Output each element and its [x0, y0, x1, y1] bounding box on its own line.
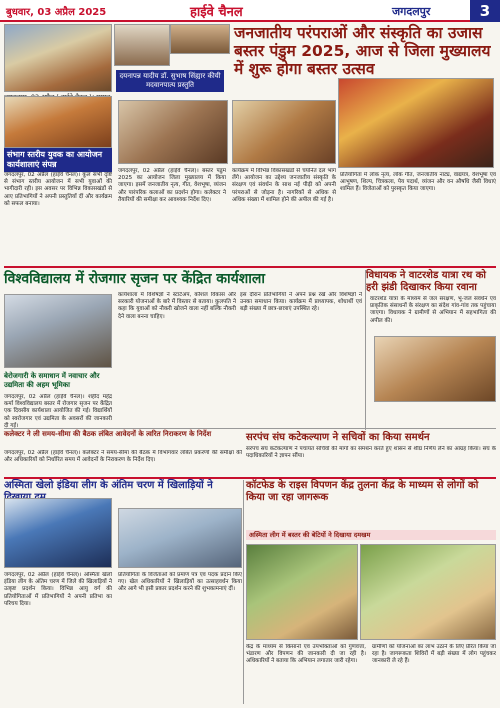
festival-photo-2: [232, 100, 336, 164]
asmita-headline: अस्मिता खेलो इंडिया लीग के अंतिम चरण में खिलाड़ियों ने: [4, 480, 213, 491]
column-rule: [365, 270, 366, 430]
page-number: 3: [470, 0, 500, 22]
section-divider: [4, 428, 496, 429]
sarpanch-headline: सरपंच संघ कटेकल्याण ने सचिवों का किया समर्थन: [246, 432, 430, 443]
job-headline: विश्वविद्यालय में रोजगार सृजन पर केंद्रित कार्यशाला: [4, 271, 266, 287]
asmita-subheadline: अस्मिता लीग में बस्तर की बेटियों ने दिखाया दमखम: [246, 530, 496, 540]
article-column: जगदलपुर, 02 अप्रैल (हाईवे चैनल)। कलेक्टर ने समय-सीमा की बैठक में विभागवार लंबित प्रकरणों की समीक्षा की और अधिकारियों को निर्धारित समय में आवेदनों के निराकरण के निर्देश दिए।: [4, 450, 242, 464]
portrait-photo: [114, 24, 170, 66]
article-column: जगदलपुर, 02 अप्रैल (हाईवे चैनल)। अस्मिता खेलो इंडिया लीग के अंतिम चरण में जिले की खिलाड़ियों ने उत्कृष्ट प्रदर्शन किया। विभिन्न आयु वर्ग की प्रतियोगिताओं में प्रतिभागियों ने अपनी प्रतिभा का परिचय दिया।: [4, 572, 112, 607]
procession-photo: [4, 96, 112, 148]
article-column: कार्यक्रम में विभिन्न विकासखंडों से चयनित दल भाग लेंगे। आयोजन का उद्देश्य जनजातीय संस्कृति के संरक्षण एवं संवर्धन के साथ नई पीढ़ी को अपनी परंपराओं से जोड़ना है। नागरिकों से अधिक से अधिक संख्या में शामिल होने की अपील की गई है।: [232, 168, 336, 203]
cotfed-headline: कॉटफेड के राइस विपणन केंद्र तुलना केंद्र के माध्यम से लोगों को किया जा रहा जागरूक: [246, 480, 479, 503]
yatra-headline: विधायक ने वाटरशेड यात्रा रथ को हरी झंडी दिखाकर किया रवाना: [366, 270, 487, 293]
section-divider: [4, 266, 496, 268]
small-photo: [170, 24, 230, 54]
yatra-photo: [374, 336, 496, 402]
edition-city: जगदलपुर: [392, 5, 431, 18]
collector-headline: कलेक्टर ने ली समय-सीमा की बैठक लंबित आवेदनों के त्वरित निराकरण के निर्देश: [4, 430, 212, 438]
cotfed-photo-1: [246, 544, 358, 640]
paper-name: हाईवे चैनल: [190, 5, 243, 20]
side-headline: संभाग स्तरीय युवक का आयोजन कार्यशालाएं संपन्न: [4, 148, 112, 172]
bastar-event-photo: [4, 24, 112, 92]
players-photo: [118, 508, 242, 568]
festival-photo-1: [118, 100, 228, 164]
sub-headline: बेरोजगारी के समाधान में नवाचार और उद्यमिता की अहम भूमिका: [4, 372, 100, 389]
article-column: जगदलपुर, 02 अप्रैल (हाईवे चैनल)। शहीद महेंद्र कर्मा विश्वविद्यालय बस्तर में रोजगार सृजन पर केंद्रित एक दिवसीय कार्यशाला आयोजित की गई। विद्यार्थियों को स्वरोजगार एवं उद्यमिता के अवसरों की जानकारी दी गई।: [4, 394, 112, 428]
photo-caption-box: दयनापन्न यादीय डॉ. सुभाष सिंह्यार कीयी मदवानपात्य प्रस्तुति: [116, 70, 224, 92]
article-column: जगदलपुर, 02 अप्रैल (हाईवे चैनल)। कुल सभी दृष्टि से संभाग स्तरीय आयोजन में सभी युवाओं की भागीदारी रही। इस अवसर पर विभिन्न विकासखंडों से आए प्रतिभागियों ने अपनी प्रस्तुतियाँ दीं और कार्यक्रम को सफल बनाया।: [4, 172, 112, 207]
asmita-league-photo: [4, 498, 112, 568]
tribal-dance-photo: [338, 78, 494, 168]
article-column: प्रतियोगिता में लोक नृत्य, लोक गीत, जनजातीय नाट्य, वाद्ययंत्र, वेशभूषा एवं आभूषण, शिल्प, चित्रकला, पेय पदार्थ, व्यंजन और वन औषधि जैसी विधाएं शामिल हैं। विजेताओं को पुरस्कृत किया जाएगा।: [340, 172, 496, 193]
article-column: सरपंच संघ कटेकल्याण ने पंचायत सचिवों की मांगों का समर्थन करते हुए शासन से शीघ्र निर्णय लेने का आग्रह किया। संघ के पदाधिकारियों ने ज्ञापन सौंपा।: [246, 446, 496, 460]
article-column: इस दौरान प्रतिभागियों ने अपने प्रश्न रखे और विशेषज्ञों ने उनका समाधान किया। कार्यक्रम में प्राध्यापक, शोधार्थी एवं बड़ी संख्या में छात्र-छात्राएं उपस्थित रहे।: [240, 292, 362, 313]
section-divider: [4, 477, 496, 479]
article-column: वाटरशेड यात्रा के माध्यम से जल संरक्षण, भू-जल संवर्धन एवं प्राकृतिक संसाधनों के संरक्षण का संदेश गांव-गांव तक पहुंचाया जाएगा। विधायक ने ग्रामीणों से अभियान में सहभागिता की अपील की।: [370, 296, 496, 324]
article-column: प्रतियोगिता के विजेताओं को प्रमाण पत्र एवं पदक प्रदान किए गए। खेल अधिकारियों ने खिलाड़ियों का उत्साहवर्धन किया और आगे भी इसी प्रकार प्रदर्शन करने की शुभकामनाएं दीं।: [118, 572, 242, 593]
article-column: ग्रामीणों को योजनाओं का लाभ उठाने के लिए प्रेरित किया जा रहा है। जागरूकता शिविरों में बड़ी संख्या में लोग पहुंचकर जानकारी ले रहे हैं।: [372, 644, 496, 665]
main-headline: जनजातीय परंपराओं और संस्कृति का उजास बस्तर पंडुम 2025, आज से जिला मुख्यालय में शुरू होगा बस्तर उत्सव: [234, 24, 491, 78]
workshop-photo: [4, 294, 112, 368]
article-column: केंद्र के माध्यम से किसानों एवं उपभोक्ताओं को गुणवत्ता, भंडारण और विपणन की जानकारी दी जा रही है। अधिकारियों ने बताया कि अभियान लगातार जारी रहेगा।: [246, 644, 366, 665]
cotfed-photo-2: [360, 544, 496, 640]
column-rule: [243, 480, 244, 704]
article-column: कार्यशाला में विशेषज्ञों ने स्टार्टअप, कौशल विकास और सरकारी योजनाओं के बारे में विस्तार से बताया। कुलपति ने कहा कि युवाओं को नौकरी खोजने वाला नहीं बल्कि नौकरी देने वाला बनना चाहिए।: [118, 292, 236, 320]
article-column: जगदलपुर, 02 अप्रैल (हाईवे चैनल)। बस्तर पंडुम 2025 का आयोजन जिला मुख्यालय में किया जाएगा। इसमें जनजातीय नृत्य, गीत, वेशभूषा, व्यंजन और पारंपरिक कलाओं का प्रदर्शन होगा। कलेक्टर ने तैयारियों की समीक्षा कर आवश्यक निर्देश दिए।: [118, 168, 226, 203]
issue-date: बुधवार, 03 अप्रैल 2025: [6, 7, 107, 18]
